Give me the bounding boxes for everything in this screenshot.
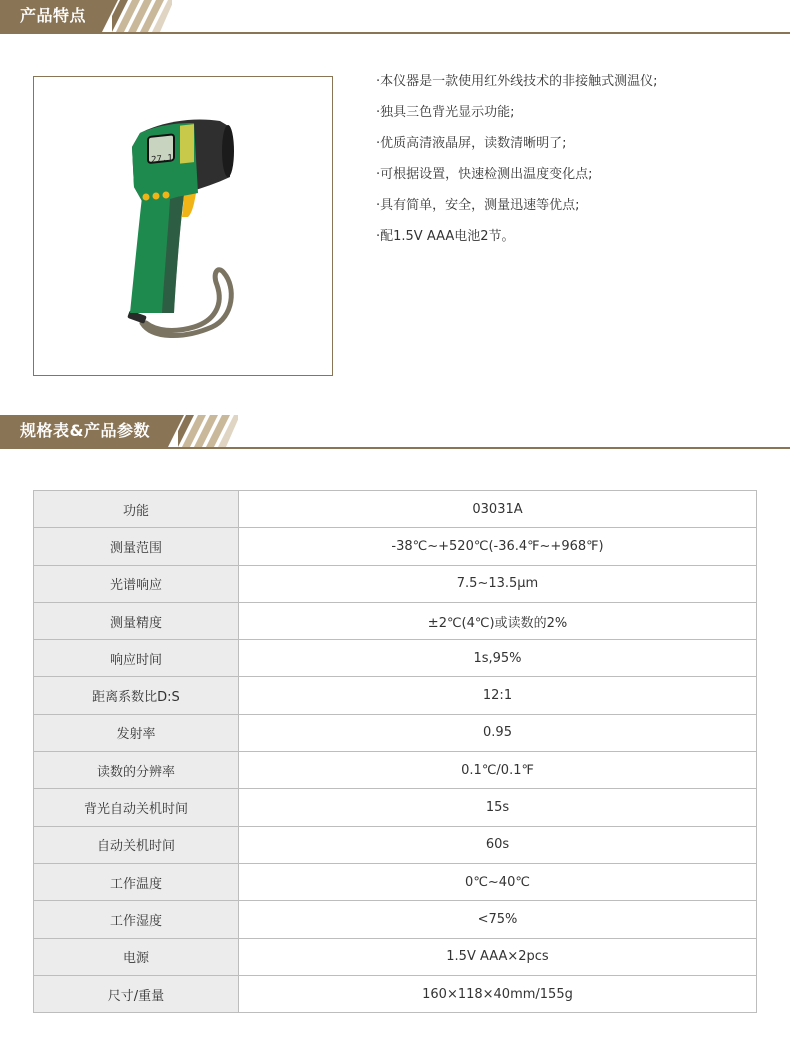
features-section-title: 产品特点 [20, 6, 87, 25]
spec-label: 读数的分辨率 [34, 752, 239, 789]
spec-value: 1s,95% [239, 640, 757, 677]
spec-label: 光谱响应 [34, 565, 239, 602]
spec-label: 响应时间 [34, 640, 239, 677]
header-underline [0, 32, 790, 34]
feature-item: ·本仪器是一款使用红外线技术的非接触式测温仪; [376, 74, 658, 89]
table-row [34, 677, 757, 714]
device-trigger [182, 193, 196, 217]
device-button [163, 192, 170, 199]
spec-value: <75% [239, 901, 757, 938]
table-row [34, 826, 757, 863]
table-row [34, 640, 757, 677]
infrared-thermometer-image [34, 77, 332, 375]
header-underline [0, 447, 790, 449]
spec-value: 60s [239, 826, 757, 863]
spec-label: 尺寸/重量 [34, 975, 239, 1012]
spec-label: 距离系数比D:S [34, 677, 239, 714]
device-lens [222, 125, 234, 177]
spec-value: -38℃~+520℃(-36.4℉~+968℉) [239, 528, 757, 565]
table-row [34, 528, 757, 565]
spec-value: 160×118×40mm/155g [239, 975, 757, 1012]
device-button [153, 193, 160, 200]
feature-item: ·可根据设置，快速检测出温度变化点; [376, 167, 593, 182]
spec-label: 工作湿度 [34, 901, 239, 938]
spec-label: 背光自动关机时间 [34, 789, 239, 826]
specs-section-header [0, 415, 790, 449]
table-row [34, 975, 757, 1012]
spec-value: 15s [239, 789, 757, 826]
table-row [34, 602, 757, 639]
feature-item: ·独具三色背光显示功能; [376, 105, 515, 120]
table-row [34, 714, 757, 751]
spec-label: 工作温度 [34, 863, 239, 900]
table-row [34, 565, 757, 602]
spec-value: 12:1 [239, 677, 757, 714]
feature-item: ·配1.5V AAA电池2节。 [376, 229, 515, 244]
features-section-header [0, 0, 790, 34]
spec-table [33, 490, 757, 1013]
table-row [34, 789, 757, 826]
spec-value: 0.95 [239, 714, 757, 751]
spec-value: 1.5V AAA×2pcs [239, 938, 757, 975]
table-row [34, 863, 757, 900]
spec-value: 0℃~40℃ [239, 863, 757, 900]
spec-label: 发射率 [34, 714, 239, 751]
spec-label: 测量精度 [34, 602, 239, 639]
table-row [34, 752, 757, 789]
spec-label: 测量范围 [34, 528, 239, 565]
table-row [34, 491, 757, 528]
spec-value: 7.5~13.5μm [239, 565, 757, 602]
feature-item: ·优质高清液晶屏，读数清晰明了; [376, 136, 567, 151]
header-stripes-decoration [112, 0, 172, 32]
header-stripes-decoration [178, 415, 238, 447]
feature-item: ·具有简单，安全，测量迅速等优点; [376, 198, 580, 213]
table-row [34, 938, 757, 975]
device-button [143, 194, 150, 201]
spec-value: 03031A [239, 491, 757, 528]
spec-value: 0.1℃/0.1℉ [239, 752, 757, 789]
specs-section-title: 规格表&产品参数 [20, 421, 150, 440]
spec-label: 自动关机时间 [34, 826, 239, 863]
feature-list [376, 70, 776, 256]
spec-label: 电源 [34, 938, 239, 975]
table-row [34, 901, 757, 938]
product-image-frame [33, 76, 333, 376]
device-lcd-reading: 27.1 [151, 153, 173, 166]
spec-label: 功能 [34, 491, 239, 528]
spec-value: ±2℃(4℃)或读数的2% [239, 602, 757, 639]
